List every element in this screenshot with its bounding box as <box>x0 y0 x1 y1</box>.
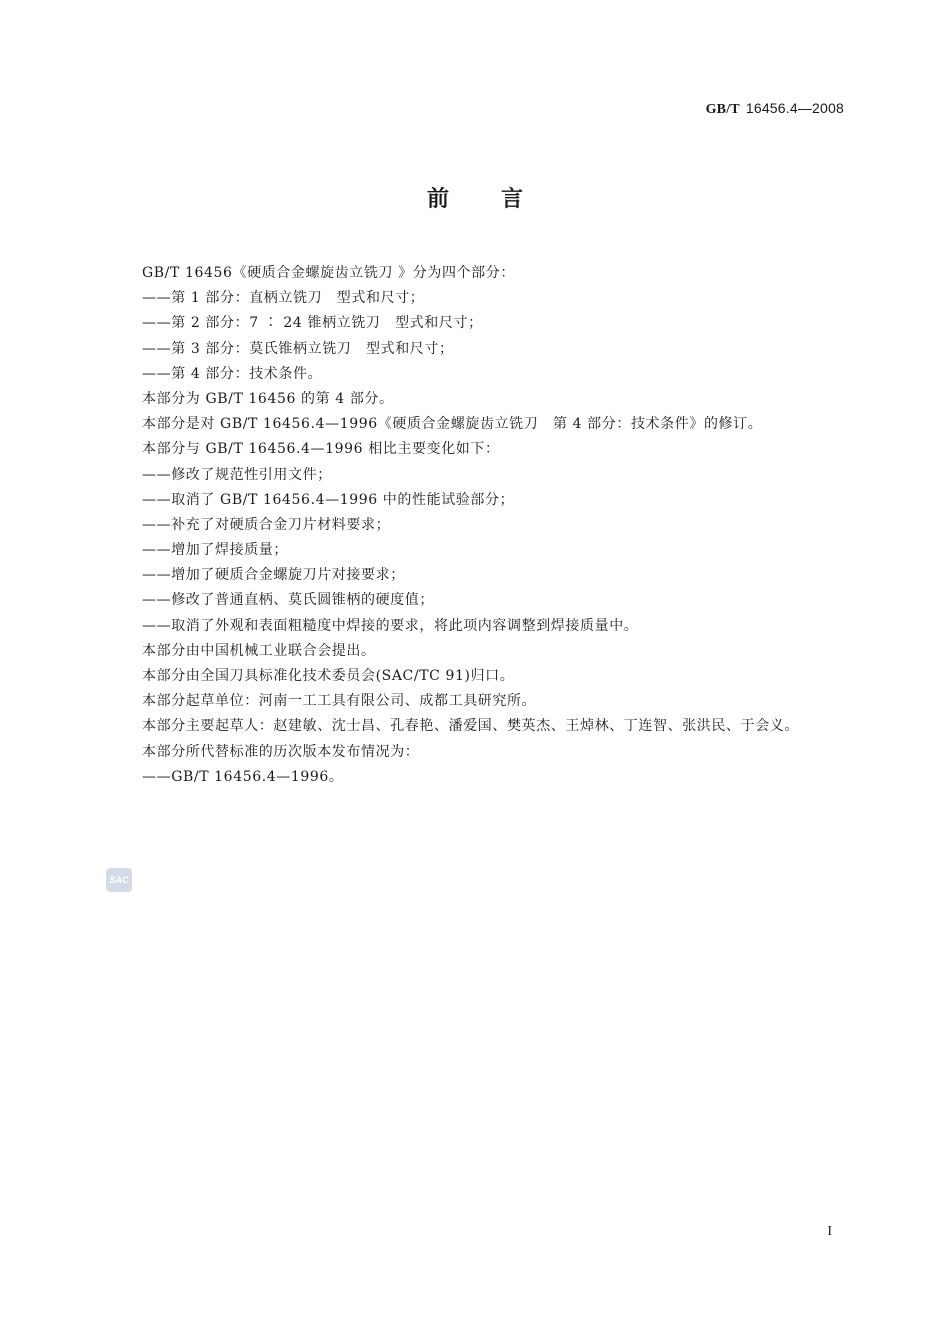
text-line: ——第 4 部分：技术条件。 <box>142 365 323 382</box>
text-line: GB/T 16456《硬质合金螺旋齿立铣刀 》分为四个部分： <box>142 265 515 281</box>
standard-number <box>706 100 844 118</box>
text-line: 本部分由全国刀具标准化技术委员会(SAC/TC 91)归口。 <box>142 668 515 684</box>
sac-watermark-logo: SAC <box>106 868 132 892</box>
text-line: ——增加了焊接质量； <box>142 542 288 559</box>
text-line: 本部分为 GB/T 16456 的第 4 部分。 <box>142 390 394 407</box>
text-line: ——第 3 部分：莫氏锥柄立铣刀 型式和尺寸； <box>142 340 454 357</box>
text-line: 本部分所代替标准的历次版本发布情况为： <box>142 743 420 760</box>
text-line: ——取消了外观和表面粗糙度中焊接的要求，将此项内容调整到焊接质量中。 <box>142 617 639 634</box>
text-line: 本部分起草单位：河南一工工具有限公司、成都工具研究所。 <box>142 693 537 710</box>
text-line: ——第 1 部分：直柄立铣刀 型式和尺寸； <box>142 290 425 307</box>
text-line: ——取消了 GB/T 16456.4—1996 中的性能试验部分； <box>142 491 515 508</box>
text-line: ——GB/T 16456.4—1996。 <box>142 768 344 785</box>
text-line: ——第 2 部分：7 ∶ 24 锥柄立铣刀 型式和尺寸； <box>142 315 483 332</box>
text-line: 本部分由中国机械工业联合会提出。 <box>142 642 376 659</box>
text-line: ——增加了硬质合金螺旋刀片对接要求； <box>142 567 405 584</box>
page-title: 前言 <box>426 187 575 212</box>
text-line: ——补充了对硬质合金刀片材料要求； <box>142 516 391 533</box>
text-line: ——修改了规范性引用文件； <box>142 466 332 483</box>
page-number: I <box>827 1224 832 1239</box>
text-line: ——修改了普通直柄、莫氏圆锥柄的硬度值； <box>142 592 434 609</box>
standard-number-value: 16456.4—2008 <box>745 100 844 116</box>
text-line: 本部分是对 GB/T 16456.4—1996《硬质合金螺旋齿立铣刀 第 4 部分：技术条件》的修订。 <box>142 416 763 433</box>
text-line: 本部分主要起草人：赵建敏、沈士昌、孔春艳、潘爱国、樊英杰、王焯林、丁连智、张洪民、于会义。 <box>142 718 799 735</box>
standard-code: GB/T <box>705 102 740 117</box>
foreword-body <box>142 261 842 790</box>
text-line: 本部分与 GB/T 16456.4—1996 相比主要变化如下： <box>142 441 500 458</box>
